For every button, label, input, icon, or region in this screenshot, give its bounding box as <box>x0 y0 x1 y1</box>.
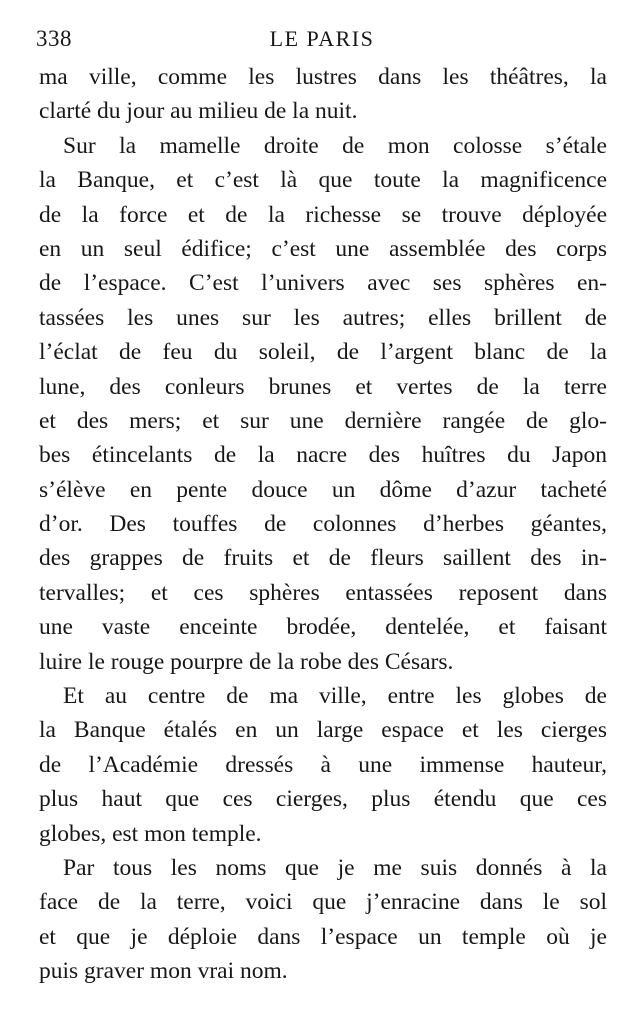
text-line: globes, est mon temple. <box>39 820 262 847</box>
text-line: de l’espace. C’est l’univers avec ses sphères en- <box>39 270 607 297</box>
text-line: de l’Académie dressés à une immense hauteur, <box>39 751 607 778</box>
text-line: tassées les unes sur les autres; elles brillent de <box>39 304 607 331</box>
text-line: une vaste enceinte brodée, dentelée, et faisant <box>39 614 607 641</box>
text-line: et des mers; et sur une dernière rangée de glo- <box>39 407 607 434</box>
text-line: l’éclat de feu du soleil, de l’argent blanc de la <box>39 339 607 366</box>
text-line: s’élève en pente douce un dôme d’azur tacheté <box>39 476 607 503</box>
text-line: clarté du jour au milieu de la nuit. <box>39 98 358 125</box>
text-line: d’or. Des touffes de colonnes d’herbes géantes, <box>39 511 607 538</box>
text-line: ma ville, comme les lustres dans les théâtres, la <box>39 64 607 90</box>
running-title: LE PARIS <box>269 26 375 51</box>
text-line: bes étincelants de la nacre des huîtres du Japon <box>39 442 607 469</box>
text-line: Sur la mamelle droite de mon colosse s’étale <box>63 132 607 159</box>
text-line: plus haut que ces cierges, plus étendu que ces <box>39 786 607 813</box>
text-line: Et au centre de ma ville, entre les globes de <box>63 683 607 710</box>
page-number: 338 <box>36 26 72 51</box>
text-line: la Banque étalés en un large espace et les cierges <box>39 717 607 744</box>
text-line: de la force et de la richesse se trouve déployée <box>39 201 607 228</box>
text-line: des grappes de fruits et de fleurs saillent des in- <box>39 545 607 572</box>
text-line: lune, des conleurs brunes et vertes de la terre <box>39 373 607 400</box>
text-line: en un seul édifice; c’est une assemblée des corps <box>39 235 607 262</box>
page-header <box>36 26 608 56</box>
text-line: Par tous les noms que je me suis donnés à la <box>63 854 607 881</box>
text-line: tervalles; et ces sphères entassées reposent dans <box>39 579 607 606</box>
text-line: et que je déploie dans l’espace un temple où je <box>39 923 607 950</box>
body-text <box>39 60 607 989</box>
text-line: luire le rouge pourpre de la robe des Césars. <box>39 648 454 675</box>
text-line: la Banque, et c’est là que toute la magnificence <box>39 167 607 194</box>
text-line: face de la terre, voici que j’enracine dans le sol <box>39 889 607 916</box>
text-line: puis graver mon vrai nom. <box>39 958 288 985</box>
